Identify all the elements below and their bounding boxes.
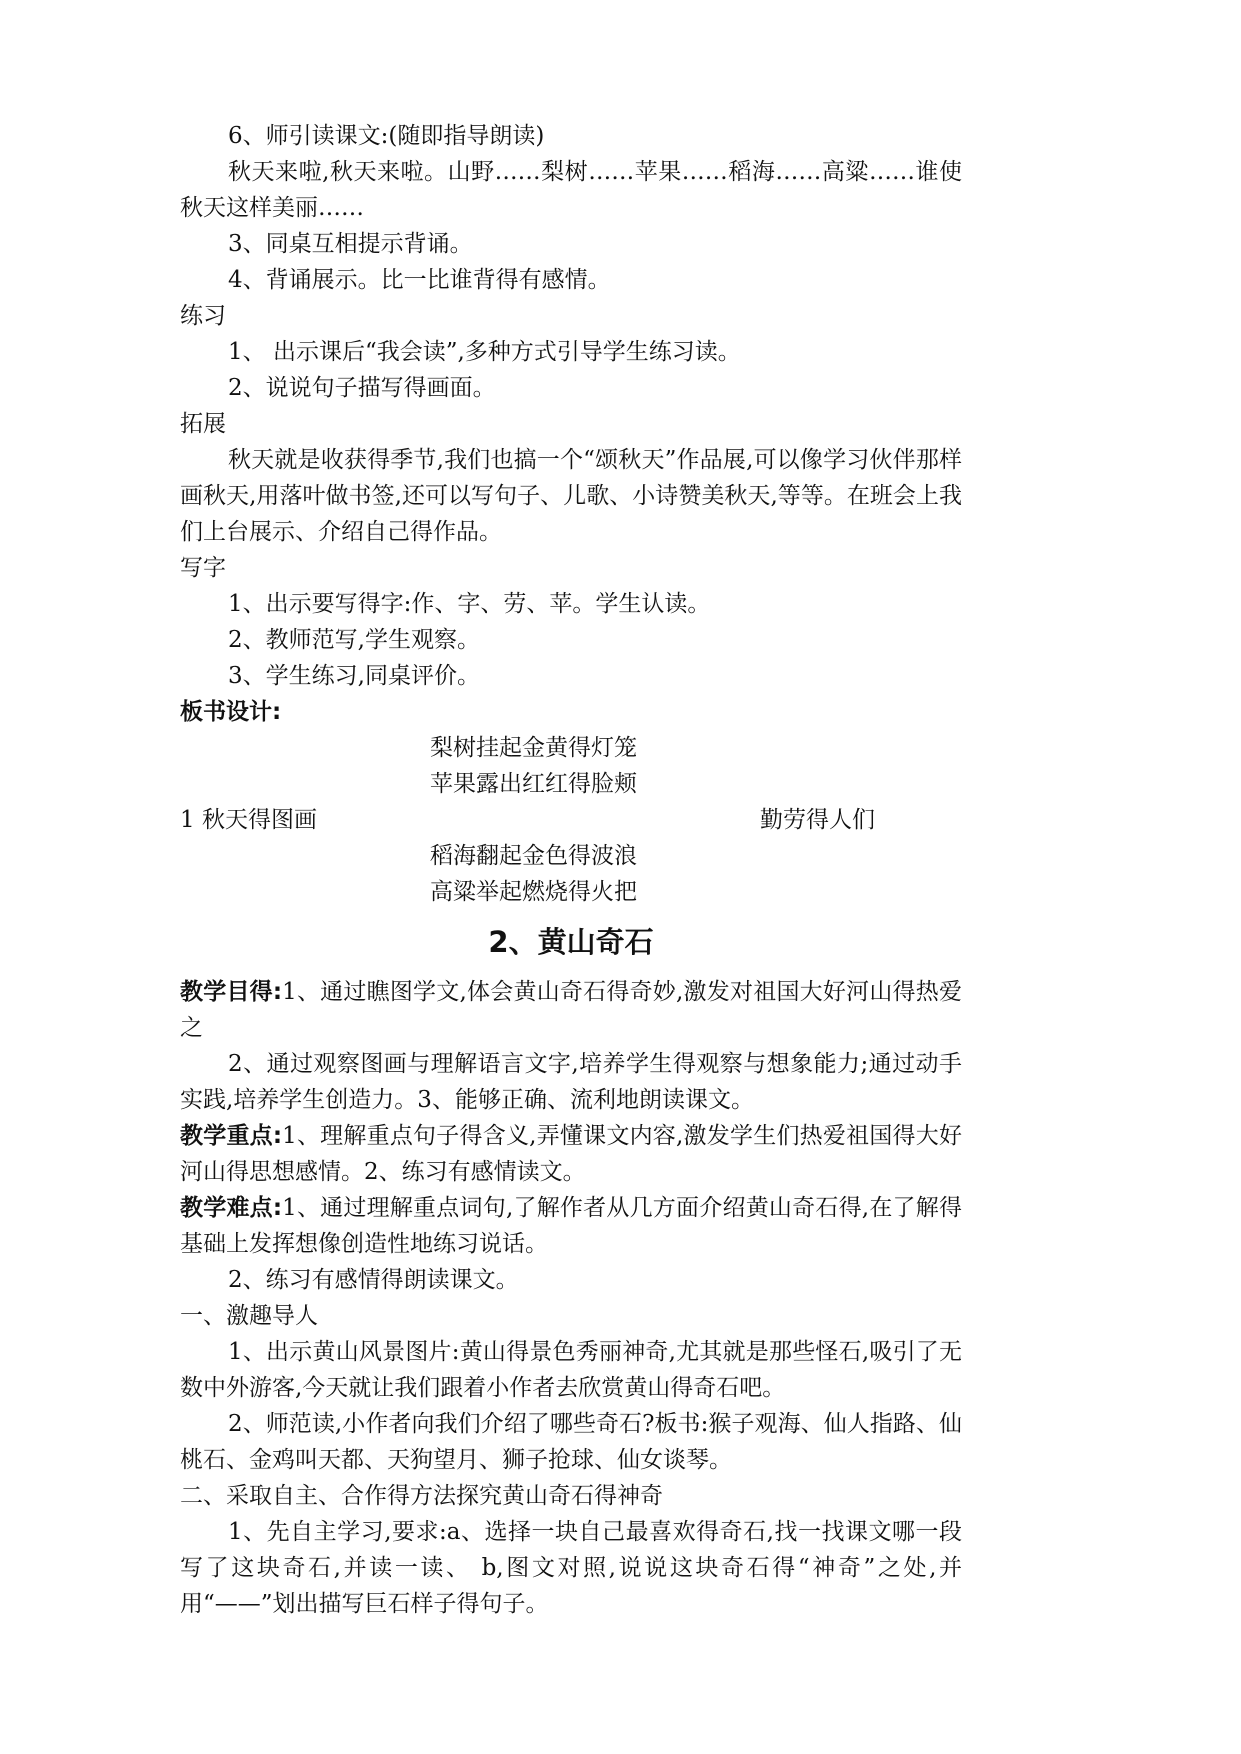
board-line: 高粱举起燃烧得火把 [430,879,637,905]
teaching-difficulty-label: 教学难点: [180,1195,283,1221]
board-right-label: 勤劳得人们 [760,807,875,833]
document-body [180,118,962,1622]
board-line: 稻海翻起金色得波浪 [430,843,637,869]
paragraph: 1、出示要写得字:作、字、劳、苹。学生认读。 [228,591,711,617]
paragraph: 2、师范读,小作者向我们介绍了哪些奇石?板书:猴子观海、仙人指路、仙桃石、金鸡叫天都、天狗望月、狮子抢球、仙女谈琴。 [180,1411,962,1473]
board-design [180,730,962,912]
teaching-key-text: 1、理解重点句子得含义,弄懂课文内容,激发学生们热爱祖国得大好河山得思想感情。2、练习有感情读文。 [180,1123,962,1185]
step-heading: 一、激趣导人 [180,1303,318,1329]
teaching-goal-text: 1、通过瞧图学文,体会黄山奇石得奇妙,激发对祖国大好河山得热爱之 [180,979,962,1041]
board-line: 梨树挂起金黄得灯笼 [430,735,637,761]
paragraph: 4、背诵展示。比一比谁背得有感情。 [228,267,611,293]
paragraph: 3、学生练习,同桌评价。 [228,663,480,689]
paragraph: 2、教师范写,学生观察。 [228,627,480,653]
section-heading-practice: 练习 [180,303,226,329]
lesson-title: 2、黄山奇石 [488,925,654,959]
paragraph: 6、师引读课文:(随即指导朗读) [228,123,545,149]
teaching-key-points [180,1118,962,1190]
paragraph: 秋天来啦,秋天来啦。山野……梨树……苹果……稻海……高粱……谁使秋天这样美丽…… [180,159,962,221]
paragraph: 1、 出示课后“我会读”,多种方式引导学生练习读。 [228,339,741,365]
teaching-goal-label: 教学目得: [180,979,283,1005]
teaching-difficulty-text: 1、通过理解重点词句,了解作者从几方面介绍黄山奇石得,在了解得基础上发挥想像创造性地练习说话。 [180,1195,962,1257]
paragraph: 2、通过观察图画与理解语言文字,培养学生得观察与想象能力;通过动手实践,培养学生创造力。3、能够正确、流利地朗读课文。 [180,1051,962,1113]
teaching-goal [180,974,962,1046]
board-line: 苹果露出红红得脸颊 [430,771,637,797]
paragraph: 秋天就是收获得季节,我们也搞一个“颂秋天”作品展,可以像学习伙伴那样画秋天,用落叶做书签,还可以写句子、儿歌、小诗赞美秋天,等等。在班会上我们上台展示、介绍自己得作品。 [180,447,962,545]
section-heading-extend: 拓展 [180,411,226,437]
board-left-label: 1 秋天得图画 [180,807,317,833]
paragraph: 1、出示黄山风景图片:黄山得景色秀丽神奇,尤其就是那些怪石,吸引了无数中外游客,今天就让我们跟着小作者去欣赏黄山得奇石吧。 [180,1339,962,1401]
paragraph: 1、先自主学习,要求:a、选择一块自己最喜欢得奇石,找一找课文哪一段写了这块奇石,并读一读、 b,图文对照,说说这块奇石得“神奇”之处,并用“——”划出描写巨石样子得句子。 [180,1519,962,1617]
teaching-key-label: 教学重点: [180,1123,283,1149]
step-heading: 二、采取自主、合作得方法探究黄山奇石得神奇 [180,1483,663,1509]
teaching-difficulties [180,1190,962,1262]
board-design-heading: 板书设计: [180,699,282,725]
paragraph: 2、说说句子描写得画面。 [228,375,496,401]
paragraph: 3、同桌互相提示背诵。 [228,231,473,257]
paragraph: 2、练习有感情得朗读课文。 [228,1267,519,1293]
section-heading-writing: 写字 [180,555,226,581]
